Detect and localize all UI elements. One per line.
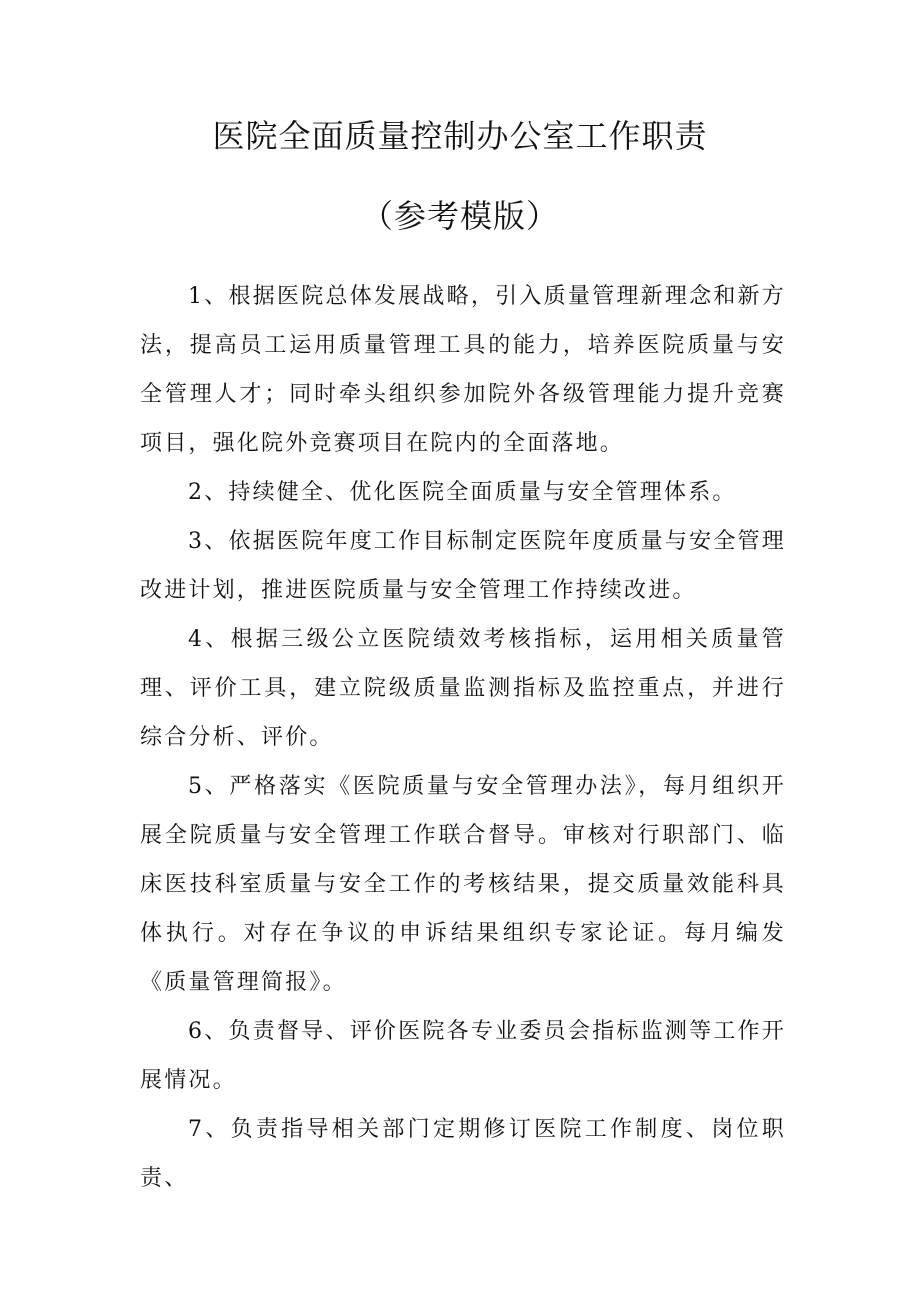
page-subtitle: （参考模版） bbox=[360, 197, 559, 235]
paragraph-2: 2、持续健全、优化医院全面质量与安全管理体系。 bbox=[188, 480, 737, 505]
page-title: 医院全面质量控制办公室工作职责 bbox=[212, 117, 708, 155]
paragraph-6: 6、负责督导、评价医院各专业委员会指标监测等工作开展情况。 bbox=[140, 1019, 786, 1093]
paragraph-3: 3、依据医院年度工作目标制定医院年度质量与安全管理改进计划，推进医院质量与安全管理工作持续改进。 bbox=[140, 529, 786, 603]
paragraph-1: 1、根据医院总体发展战略，引入质量管理新理念和新方法，提高员工运用质量管理工具的能力，培养医院质量与安全管理人才；同时牵头组织参加院外各级管理能力提升竞赛项目，强化院外竞赛项目在院内的全面落地。 bbox=[140, 284, 786, 456]
paragraph-5: 5、严格落实《医院质量与安全管理办法》，每月组织开展全院质量与安全管理工作联合督导。审核对行职部门、临床医技科室质量与安全工作的考核结果，提交质量效能科具体执行。对存在争议的申诉结果组织专家论证。每月编发《质量管理简报》。 bbox=[140, 774, 786, 995]
paragraph-4: 4、根据三级公立医院绩效考核指标，运用相关质量管理、评价工具，建立院级质量监测指标及监控重点，并进行综合分析、评价。 bbox=[140, 627, 786, 750]
document-body bbox=[140, 272, 786, 1203]
paragraph-7: 7、负责指导相关部门定期修订医院工作制度、岗位职责、 bbox=[140, 1117, 786, 1191]
